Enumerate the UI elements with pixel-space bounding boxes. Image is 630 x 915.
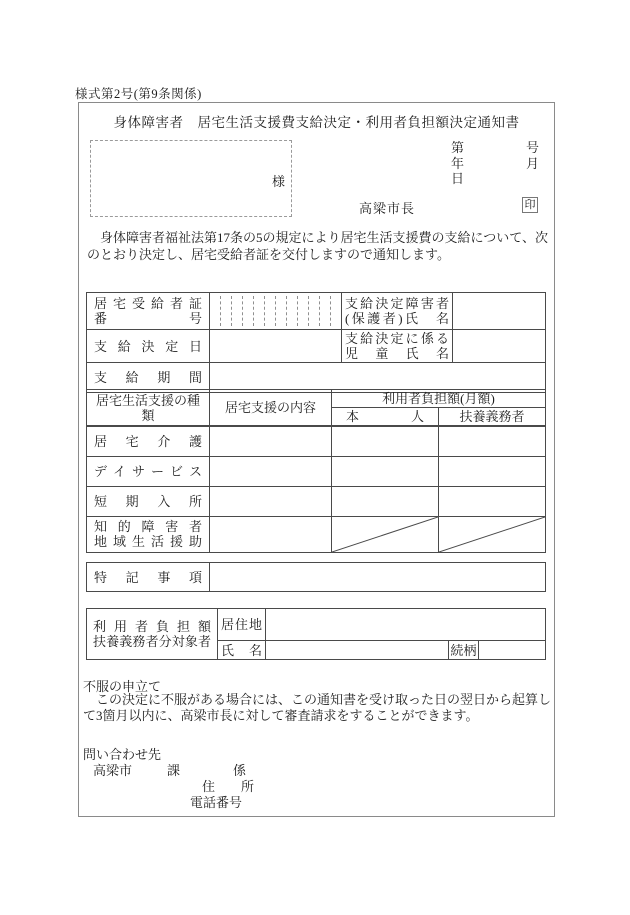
- period-label: 支 給 期 間: [87, 363, 210, 393]
- service-table: [86, 389, 546, 553]
- digit-cell: [309, 296, 320, 326]
- digit-cell: [331, 296, 341, 326]
- service-label: デ イ サ ー ビ ス: [87, 456, 210, 486]
- service-content-cell: [210, 426, 332, 456]
- issuer-label: 高梁市長: [359, 201, 416, 216]
- addressee-box: [90, 140, 292, 217]
- child-name-label: 支給決定に係る 児 童 氏 名: [342, 330, 453, 363]
- digit-cell: [221, 296, 232, 326]
- dependent-amount-cell-crossed: [439, 516, 546, 552]
- notes-label: 特 記 事 項: [87, 563, 210, 592]
- addressee-suffix-label: 様: [271, 174, 285, 189]
- form-title: 身体障害者 居宅生活支援費支給決定・利用者負担額決定通知書: [113, 115, 520, 130]
- grantee-name-value-cell: [453, 293, 546, 330]
- grantee-name-label: 支給決定障害者 (保護者)氏 名: [342, 293, 453, 330]
- digit-cell: [287, 296, 298, 326]
- inquiry-section-label: 課: [167, 763, 181, 778]
- self-amount-cell-crossed: [332, 516, 439, 552]
- name-value-cell: [266, 641, 449, 660]
- service-content-cell: [210, 516, 332, 552]
- dependent-amount-cell: [439, 486, 546, 516]
- notes-table: [86, 562, 546, 592]
- service-label: 居 宅 介 護: [87, 426, 210, 456]
- self-amount-cell: [332, 486, 439, 516]
- digit-cell: [254, 296, 265, 326]
- self-header: 本 人: [332, 408, 439, 427]
- cert-number-label: 居 宅 受 給 者 証 番 号: [87, 293, 210, 330]
- digit-cell: [320, 296, 331, 326]
- doc-number-line: 第 号: [451, 140, 539, 155]
- service-row-community-life-support: [87, 516, 546, 552]
- service-label: 知 的 障 害 者 地 域 生 活 援 助: [87, 516, 210, 552]
- seal-stamp-box: 印: [522, 197, 538, 213]
- dependent-header: 扶養義務者: [439, 408, 546, 427]
- decision-date-value-cell: [210, 330, 342, 363]
- digit-cell: [243, 296, 254, 326]
- service-row-day-service: [87, 456, 546, 486]
- relation-value-cell: [479, 641, 546, 660]
- service-content-cell: [210, 486, 332, 516]
- digit-cell: [265, 296, 276, 326]
- residence-value-cell: [266, 609, 546, 641]
- dependent-amount-cell: [439, 456, 546, 486]
- issue-date-line: 年 月 日: [451, 155, 566, 186]
- diagonal-line: [332, 517, 438, 552]
- service-label: 短 期 入 所: [87, 486, 210, 516]
- service-content-cell: [210, 456, 332, 486]
- service-content-header: 居宅支援の内容: [210, 390, 332, 427]
- service-type-header: 居宅生活支援の種類: [87, 390, 210, 427]
- inquiry-heading: 問い合わせ先: [83, 747, 162, 762]
- dependent-target-label: 利 用 者 負 担 額 扶養義務者分対象者: [87, 609, 218, 660]
- child-name-value-cell: [453, 330, 546, 363]
- digit-cell: [210, 296, 221, 326]
- document-number-date-block: [451, 140, 566, 187]
- digit-cell: [276, 296, 287, 326]
- notes-value-cell: [210, 563, 546, 592]
- intro-paragraph: 身体障害者福祉法第17条の5の規定により居宅生活支援費の支給について、次のとおり決定し、居宅受給者証を交付しますので通知します。: [87, 230, 548, 262]
- residence-label: 居住地: [218, 609, 266, 641]
- decision-date-label: 支 給 決 定 日: [87, 330, 210, 363]
- diagonal-line: [439, 517, 545, 552]
- appeal-body: この決定に不服がある場合には、この通知書を受け取った日の翌日から起算して3箇月以内に、高梁市長に対して審査請求をすることができます。: [83, 692, 552, 723]
- digit-cell: [298, 296, 309, 326]
- decision-table: [86, 292, 546, 393]
- service-row-home-care: [87, 426, 546, 456]
- appeal-heading: 不服の申立て: [83, 679, 162, 694]
- form-number-label: 様式第2号(第9条関係): [75, 87, 202, 101]
- inquiry-address-label: 住 所: [202, 779, 255, 794]
- inquiry-city-label: 高梁市: [93, 763, 133, 778]
- digit-cell: [232, 296, 243, 326]
- self-amount-cell: [332, 426, 439, 456]
- inquiry-phone-label: 電話番号: [190, 795, 243, 810]
- inquiry-staff-label: 係: [233, 763, 247, 778]
- cert-number-digit-boxes: [210, 296, 341, 326]
- period-value-cell: [210, 363, 546, 393]
- relation-label: 続柄: [450, 642, 477, 658]
- service-row-short-stay: [87, 486, 546, 516]
- name-label: 氏 名: [218, 641, 266, 660]
- burden-header: 利用者負担額(月額): [332, 390, 546, 408]
- dependent-table: [86, 608, 546, 660]
- dependent-amount-cell: [439, 426, 546, 456]
- cert-number-value-cell: [210, 293, 342, 330]
- self-amount-cell: [332, 456, 439, 486]
